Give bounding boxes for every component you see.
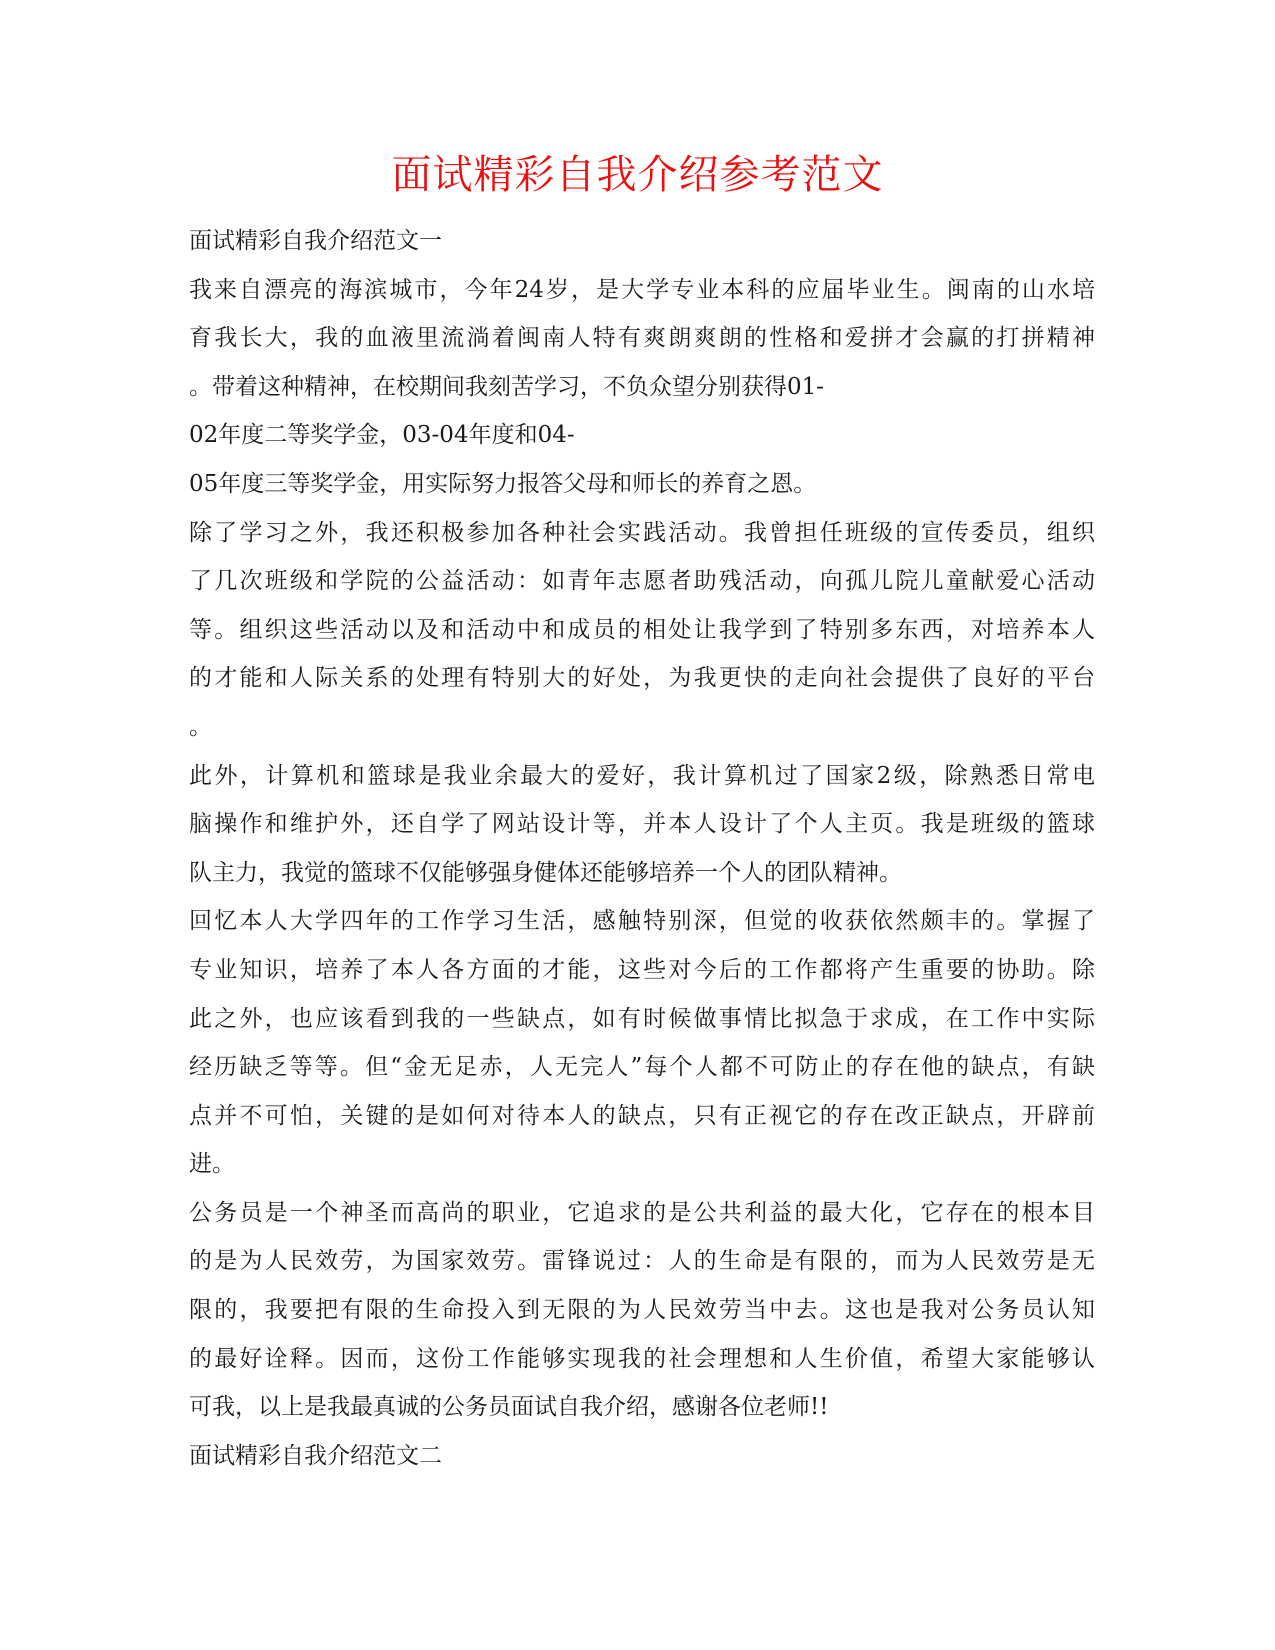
- text-line: 。带着这种精神，在校期间我刻苦学习，不负众望分别获得01-: [189, 373, 825, 400]
- text-line: 等。组织这些活动以及和活动中和成员的相处让我学到了特别多东西，对培养本人: [189, 616, 1095, 643]
- text-line: 除了学习之外，我还积极参加各种社会实践活动。我曾担任班级的宣传委员，组织: [189, 519, 1095, 546]
- text-line: 专业知识，培养了本人各方面的才能，这些对今后的工作都将产生重要的协助。除: [189, 956, 1095, 983]
- text-line: 02年度二等奖学金，03-04年度和04-: [189, 422, 575, 449]
- text-line: 的才能和人际关系的处理有特别大的好处，为我更快的走向社会提供了良好的平台: [189, 665, 1095, 692]
- document-title: 面试精彩自我介绍参考范文: [391, 152, 884, 198]
- text-line: 了几次班级和学院的公益活动：如青年志愿者助残活动，向孤儿院儿童献爱心活动: [189, 568, 1095, 595]
- text-line: 我来自漂亮的海滨城市，今年24岁，是大学专业本科的应届毕业生。闽南的山水培: [189, 276, 1095, 303]
- text-line: 公务员是一个神圣而高尚的职业，它追求的是公共利益的最大化，它存在的根本目: [189, 1199, 1095, 1226]
- text-line: 进。: [189, 1151, 235, 1178]
- text-line: 育我长大，我的血液里流淌着闽南人特有爽朗爽朗的性格和爱拼才会赢的打拼精神: [189, 325, 1095, 352]
- text-line: 此外，计算机和篮球是我业余最大的爱好，我计算机过了国家2级，除熟悉日常电: [189, 762, 1095, 789]
- text-line: 点并不可怕，关键的是如何对待本人的缺点，只有正视它的存在改正缺点，开辟前: [189, 1102, 1095, 1129]
- text-line: 经历缺乏等等。但“金无足赤，人无完人”每个人都不可防止的存在他的缺点，有缺: [189, 1054, 1095, 1081]
- text-line: 队主力，我觉的篮球不仅能够强身健体还能够培养一个人的团队精神。: [189, 859, 902, 886]
- text-line: 可我，以上是我最真诚的公务员面试自我介绍，感谢各位老师!!: [189, 1394, 829, 1421]
- text-line: 面试精彩自我介绍范文一: [189, 228, 442, 254]
- text-line: 的是为人民效劳，为国家效劳。雷锋说过：人的生命是有限的，而为人民效劳是无: [189, 1248, 1095, 1275]
- text-line: 脑操作和维护外，还自学了网站设计等，并本人设计了个人主页。我是班级的篮球: [189, 811, 1095, 838]
- text-line: 此之外，也应该看到我的一些缺点，如有时候做事情比拟急于求成，在工作中实际: [189, 1005, 1095, 1032]
- document-body: [189, 217, 1095, 1480]
- text-line: 的最好诠释。因而，这份工作能够实现我的社会理想和人生价值，希望大家能够认: [189, 1345, 1095, 1372]
- text-line: 05年度三等奖学金，用实际努力报答父母和师长的养育之恩。: [189, 470, 817, 497]
- text-line: 回忆本人大学四年的工作学习生活，感触特别深，但觉的收获依然颇丰的。掌握了: [189, 908, 1095, 935]
- text-line: 。: [189, 713, 212, 740]
- text-line: 限的，我要把有限的生命投入到无限的为人民效劳当中去。这也是我对公务员认知: [189, 1297, 1095, 1324]
- text-line: 面试精彩自我介绍范文二: [189, 1442, 442, 1469]
